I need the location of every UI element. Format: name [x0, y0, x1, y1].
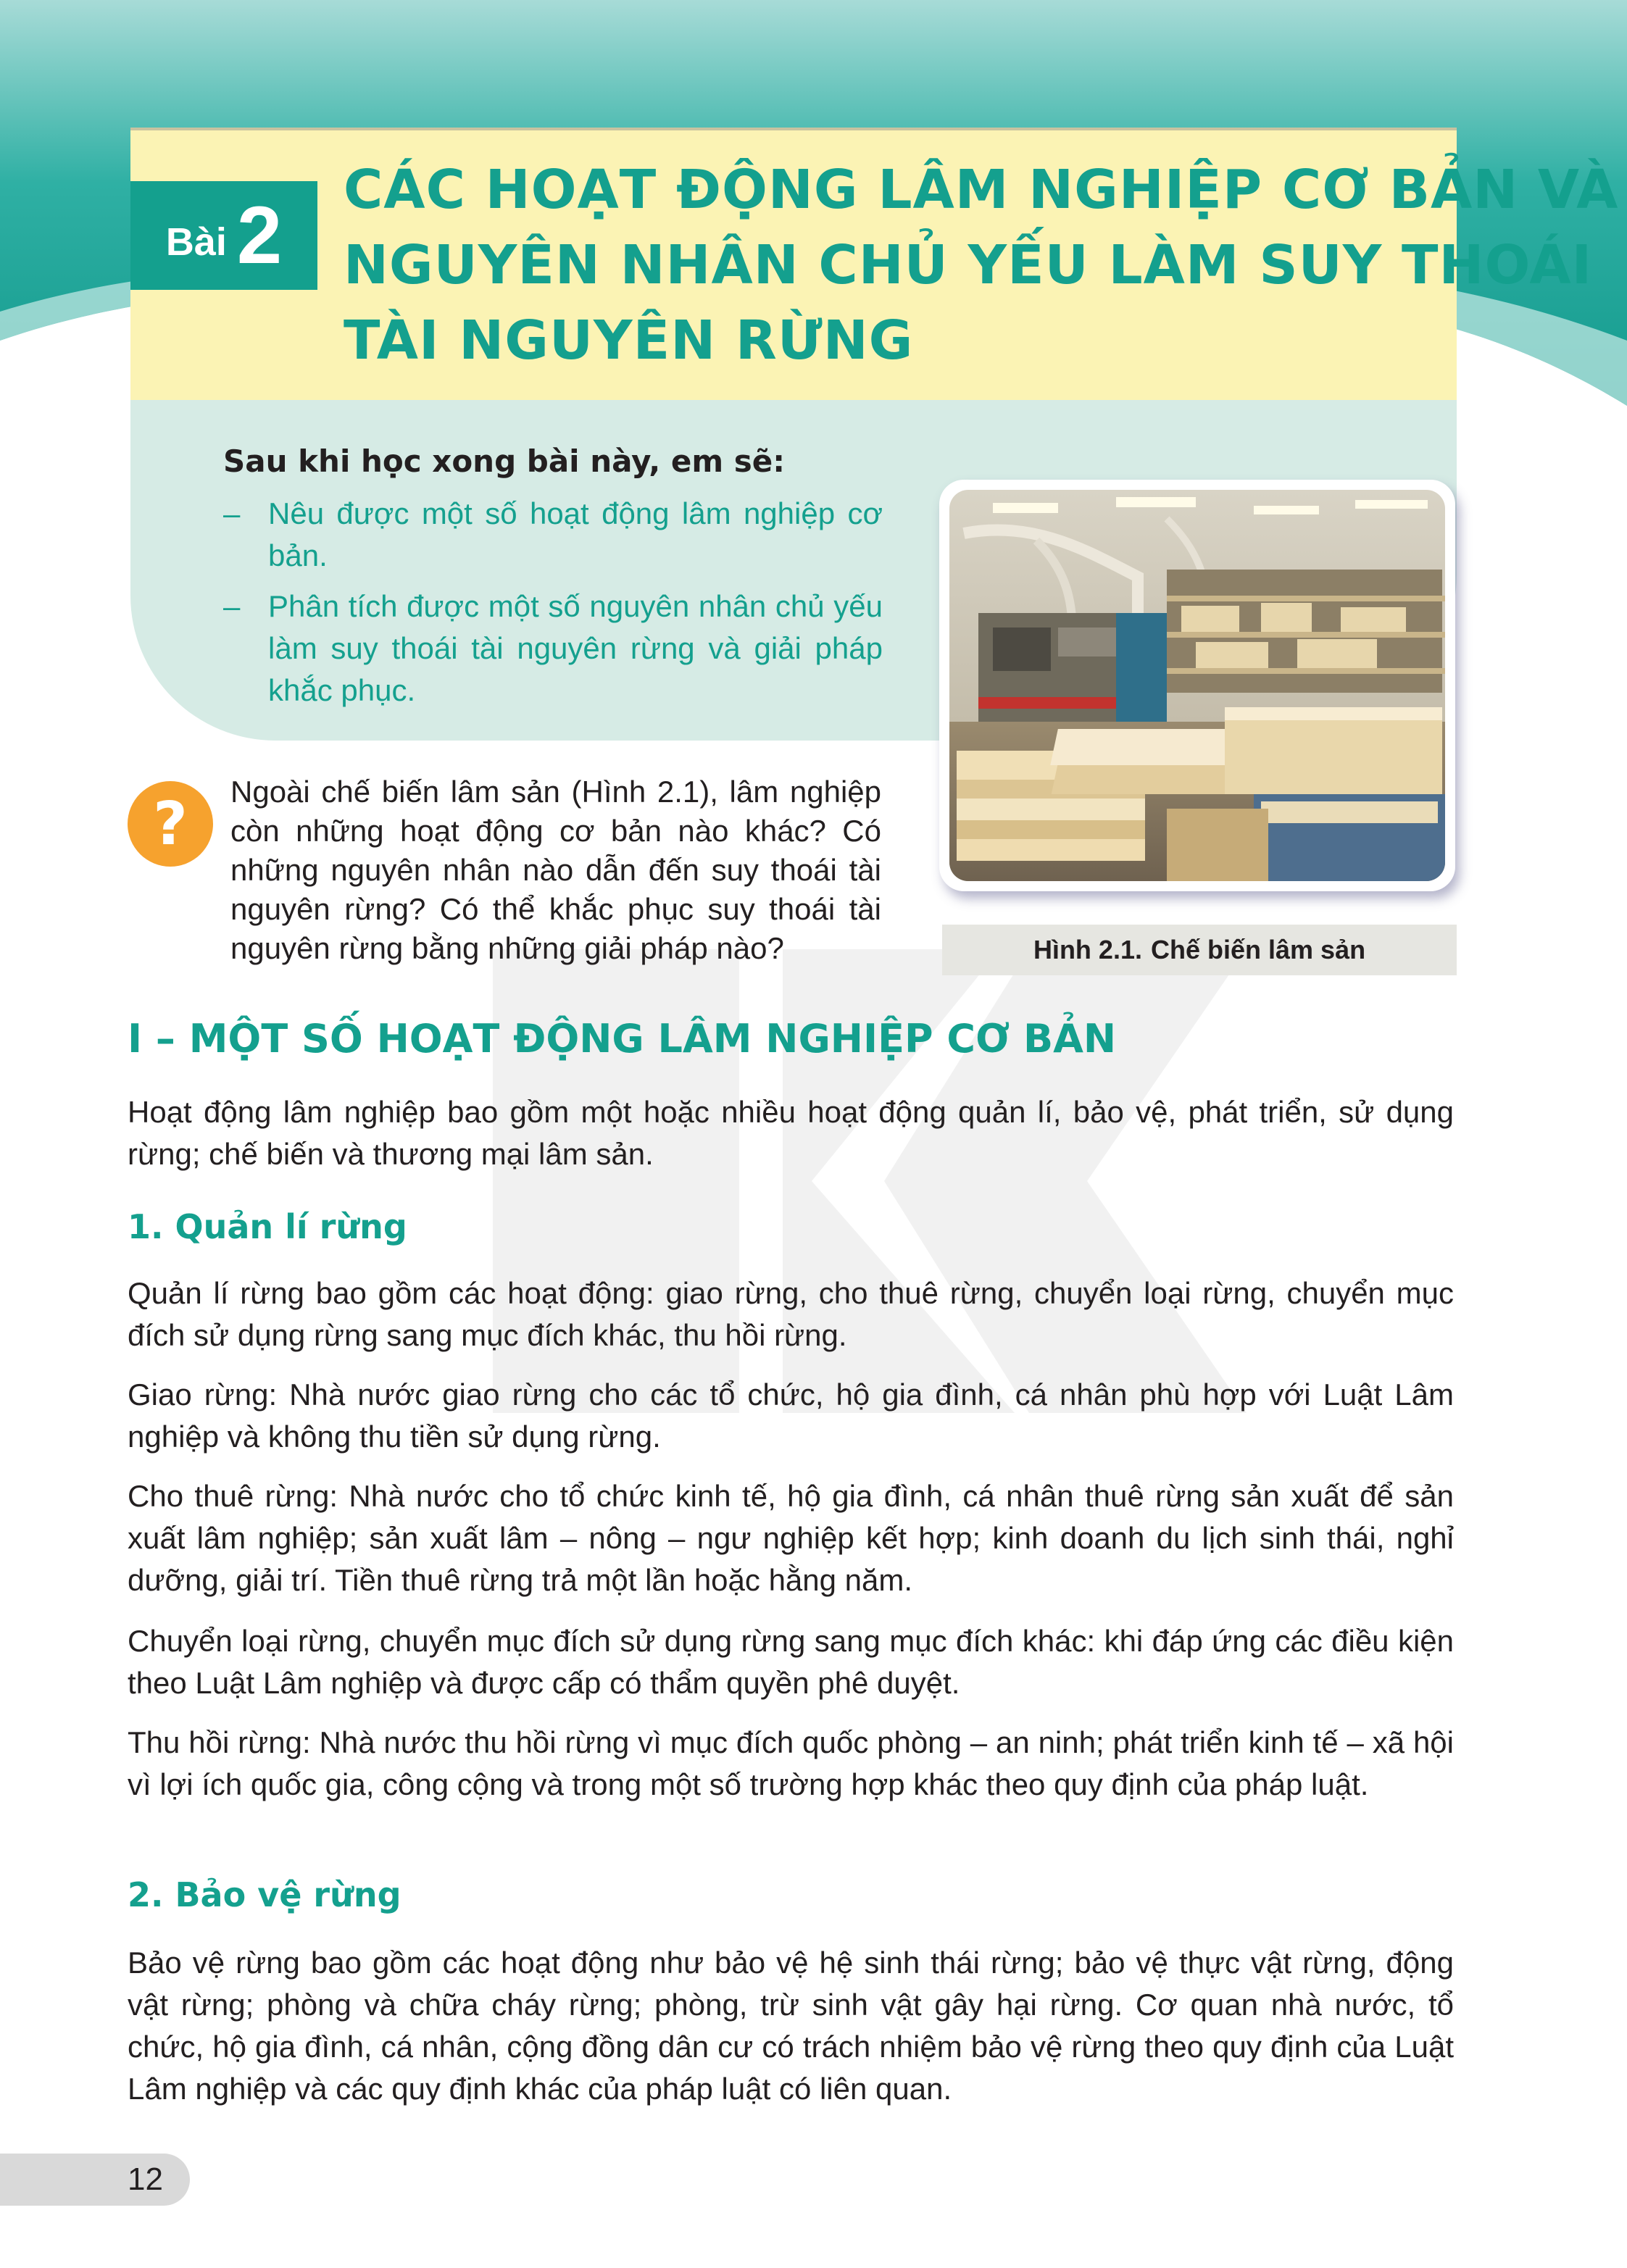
objective-text: Phân tích được một số nguyên nhân chủ yếu làm suy thoái tài nguyên rừng và giải pháp khắc phục.: [268, 589, 883, 707]
paragraph: Thu hồi rừng: Nhà nước thu hồi rừng vì mục đích quốc phòng – an ninh; phát triển kinh tế – xã hội vì lợi ích quốc gia, công cộng và trong một số trường hợp khác theo quy định của pháp luật.: [128, 1725, 1454, 1801]
objective-item: [223, 493, 883, 577]
lesson-badge: [130, 181, 317, 290]
objectives-list: [223, 493, 883, 720]
paragraph: Quản lí rừng bao gồm các hoạt động: giao rừng, cho thuê rừng, chuyển loại rừng, chuyển mục đích sử dụng rừng sang mục đích khác, thu hồi rừng.: [128, 1276, 1454, 1352]
wood-processing-photo: [949, 490, 1445, 881]
figure-caption: [942, 925, 1457, 975]
subsection-heading-management: 1. Quản lí rừng: [128, 1207, 407, 1246]
lesson-title-line: TÀI NGUYÊN RỪNG: [344, 309, 914, 372]
objectives-heading: Sau khi học xong bài này, em sẽ:: [223, 443, 785, 479]
question-icon: ?: [128, 781, 213, 867]
figure-caption-text: Chế biến lâm sản: [1150, 935, 1366, 964]
figure-label: Hình 2.1.: [1033, 935, 1142, 964]
lesson-title-line: CÁC HOẠT ĐỘNG LÂM NGHIỆP CƠ BẢN VÀ: [344, 159, 1619, 221]
objective-text: Nêu được một số hoạt động lâm nghiệp cơ bản.: [268, 496, 883, 572]
dash-bullet: –: [223, 589, 241, 623]
section-intro: Hoạt động lâm nghiệp bao gồm một hoặc nhiều hoạt động quản lí, bảo vệ, phát triển, sử dụng rừng; chế biến và thương mại lâm sản.: [128, 1095, 1454, 1171]
publisher-watermark: [435, 920, 1304, 1442]
page-number: 12: [128, 2161, 163, 2197]
paragraph: Chuyển loại rừng, chuyển mục đích sử dụng rừng sang mục đích khác: khi đáp ứng các điều kiện theo Luật Lâm nghiệp và được cấp có thẩm quyền phê duyệt.: [128, 1624, 1454, 1700]
paragraph: Giao rừng: Nhà nước giao rừng cho các tổ chức, hộ gia đình, cá nhân phù hợp với Luật Lâm nghiệp và không thu tiền sử dụng rừng.: [128, 1377, 1454, 1454]
lesson-title-line: NGUYÊN NHÂN CHỦ YẾU LÀM SUY THOÁI: [344, 234, 1593, 296]
objective-item: [223, 585, 883, 712]
lesson-number: 2: [236, 190, 283, 280]
subsection-heading-protection: 2. Bảo vệ rừng: [128, 1875, 401, 1914]
dash-bullet: –: [223, 496, 241, 530]
lesson-label: Bài: [165, 220, 227, 264]
paragraph: Cho thuê rừng: Nhà nước cho tổ chức kinh tế, hộ gia đình, cá nhân thuê rừng sản xuất để sản xuất lâm nghiệp; sản xuất lâm – nông – ngư nghiệp kết hợp; kinh doanh du lịch sinh thái, nghỉ dưỡng, giải trí. Tiền thuê rừng trả một lần hoặc hằng năm.: [128, 1479, 1454, 1597]
question-text: Ngoài chế biến lâm sản (Hình 2.1), lâm nghiệp còn những hoạt động cơ bản nào khác? Có những nguyên nhân nào dẫn đến suy thoái tài nguyên rừng? Có thể khắc phục suy thoái tài nguyên rừng bằng những giải pháp nào?: [230, 775, 881, 965]
lesson-title: [344, 152, 1619, 378]
paragraph: Bảo vệ rừng bao gồm các hoạt động như bảo vệ hệ sinh thái rừng; bảo vệ thực vật rừng, động vật rừng; phòng và chữa cháy rừng; phòng, trừ sinh vật gây hại rừng. Cơ quan nhà nước, tổ chức, hộ gia đình, cá nhân, cộng đồng dân cư có trách nhiệm bảo vệ rừng theo quy định của Luật Lâm nghiệp và các quy định khác của pháp luật có liên quan.: [128, 1946, 1454, 2106]
section-heading: I – MỘT SỐ HOẠT ĐỘNG LÂM NGHIỆP CƠ BẢN: [128, 1016, 1117, 1062]
